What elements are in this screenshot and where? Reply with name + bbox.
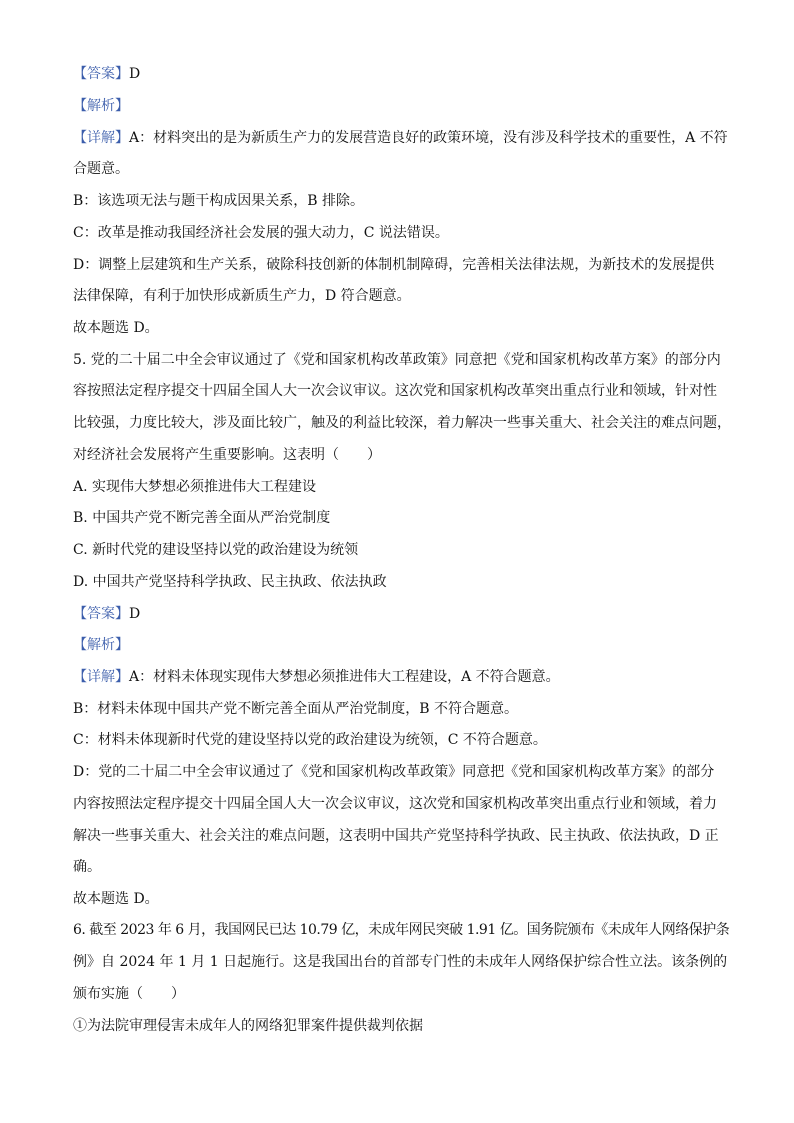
q5-option-b-explanation: B：材料未体现中国共产党不断完善全面从严治党制度，B 不符合题意。 [73,701,519,717]
q5-option-d-explanation-1: D：党的二十届二中全会审议通过了《党和国家机构改革政策》同意把《党和国家机构改革方案》的部分 [73,764,715,780]
q4-analysis-line [73,96,733,116]
detail-text: A：材料未体现实现伟大梦想必须推进伟大工程建设，A 不符合题意。 [129,669,560,685]
q5-option-c-explanation: C：材料未体现新时代党的建设坚持以党的政治建设为统领，C 不符合题意。 [73,732,547,748]
detail-tag: 【详解】 [73,669,129,685]
q4-option-d-explanation-2: 法律保障，有利于加快形成新质生产力，D 符合题意。 [73,288,411,304]
q5-stem-line-1: 5. 党的二十届二中全会审议通过了《党和国家机构改革政策》同意把《党和国家机构改革方案》的部分内 [73,352,721,368]
q5-answer-line [73,604,733,624]
q5-detail-line-1 [73,667,733,687]
q5-analysis-line [73,635,733,655]
analysis-tag: 【解析】 [73,98,129,114]
q5-option-a: A. 实现伟大梦想必须推进伟大工程建设 [73,479,317,495]
q5-option-c: C. 新时代党的建设坚持以党的政治建设为统领 [73,542,359,558]
q6-stem-line-3: 颁布实施（ ） [73,986,185,1002]
q5-option-d-explanation-2: 内容按照法定程序提交十四届全国人大一次会议审议，这次党和国家机构改革突出重点行业和领域，着力 [73,796,717,812]
answer-value: D [129,66,141,82]
q5-stem-line-3: 比较强，力度比较大，涉及面比较广，触及的利益比较深，着力解决一些事关重大、社会关注的难点问题， [73,415,731,431]
detail-text: A：材料突出的是为新质生产力的发展营造良好的政策环境，没有涉及科学技术的重要性，A 不符 [129,130,728,146]
q4-option-b-explanation: B：该选项无法与题干构成因果关系，B 排除。 [73,193,365,209]
answer-value: D [129,606,141,622]
q4-option-d-explanation-1: D：调整上层建筑和生产关系，破除科技创新的体制机制障碍，完善相关法律法规，为新技术的发展提供 [73,257,715,273]
q5-option-b: B. 中国共产党不断完善全面从严治党制度 [73,510,331,526]
q5-stem-line-2: 容按照法定程序提交十四届全国人大一次会议审议。这次党和国家机构改革突出重点行业和领域，针对性 [73,383,717,399]
q5-stem-line-4: 对经济社会发展将产生重要影响。这表明（ ） [73,447,381,463]
answer-tag: 【答案】 [73,606,129,622]
q4-answer-line [73,64,733,84]
q4-detail-line-2: 合题意。 [73,161,129,177]
q6-item-1: ①为法院审理侵害未成年人的网络犯罪案件提供裁判依据 [73,1018,423,1034]
q4-conclusion: 故本题选 D。 [73,320,159,336]
q4-detail-line-1 [73,128,733,148]
q4-option-c-explanation: C：改革是推动我国经济社会发展的强大动力，C 说法错误。 [73,225,449,241]
q5-option-d-explanation-3: 解决一些事关重大、社会关注的难点问题，这表明中国共产党坚持科学执政、民主执政、依法执政，D 正 [73,828,719,844]
detail-tag: 【详解】 [73,130,129,146]
answer-tag: 【答案】 [73,66,129,82]
q5-conclusion: 故本题选 D。 [73,891,159,907]
analysis-tag: 【解析】 [73,637,129,653]
q5-option-d: D. 中国共产党坚持科学执政、民主执政、依法执政 [73,574,387,590]
q6-stem-line-1: 6. 截至 2023 年 6 月，我国网民已达 10.79 亿，未成年网民突破 1.91 亿。国务院颁布《未成年人网络保护条 [73,922,730,938]
q6-stem-line-2: 例》自 2024 年 1 月 1 日起施行。这是我国出台的首部专门性的未成年人网络保护综合性立法。该条例的 [73,954,728,970]
q5-option-d-explanation-4: 确。 [73,859,101,875]
